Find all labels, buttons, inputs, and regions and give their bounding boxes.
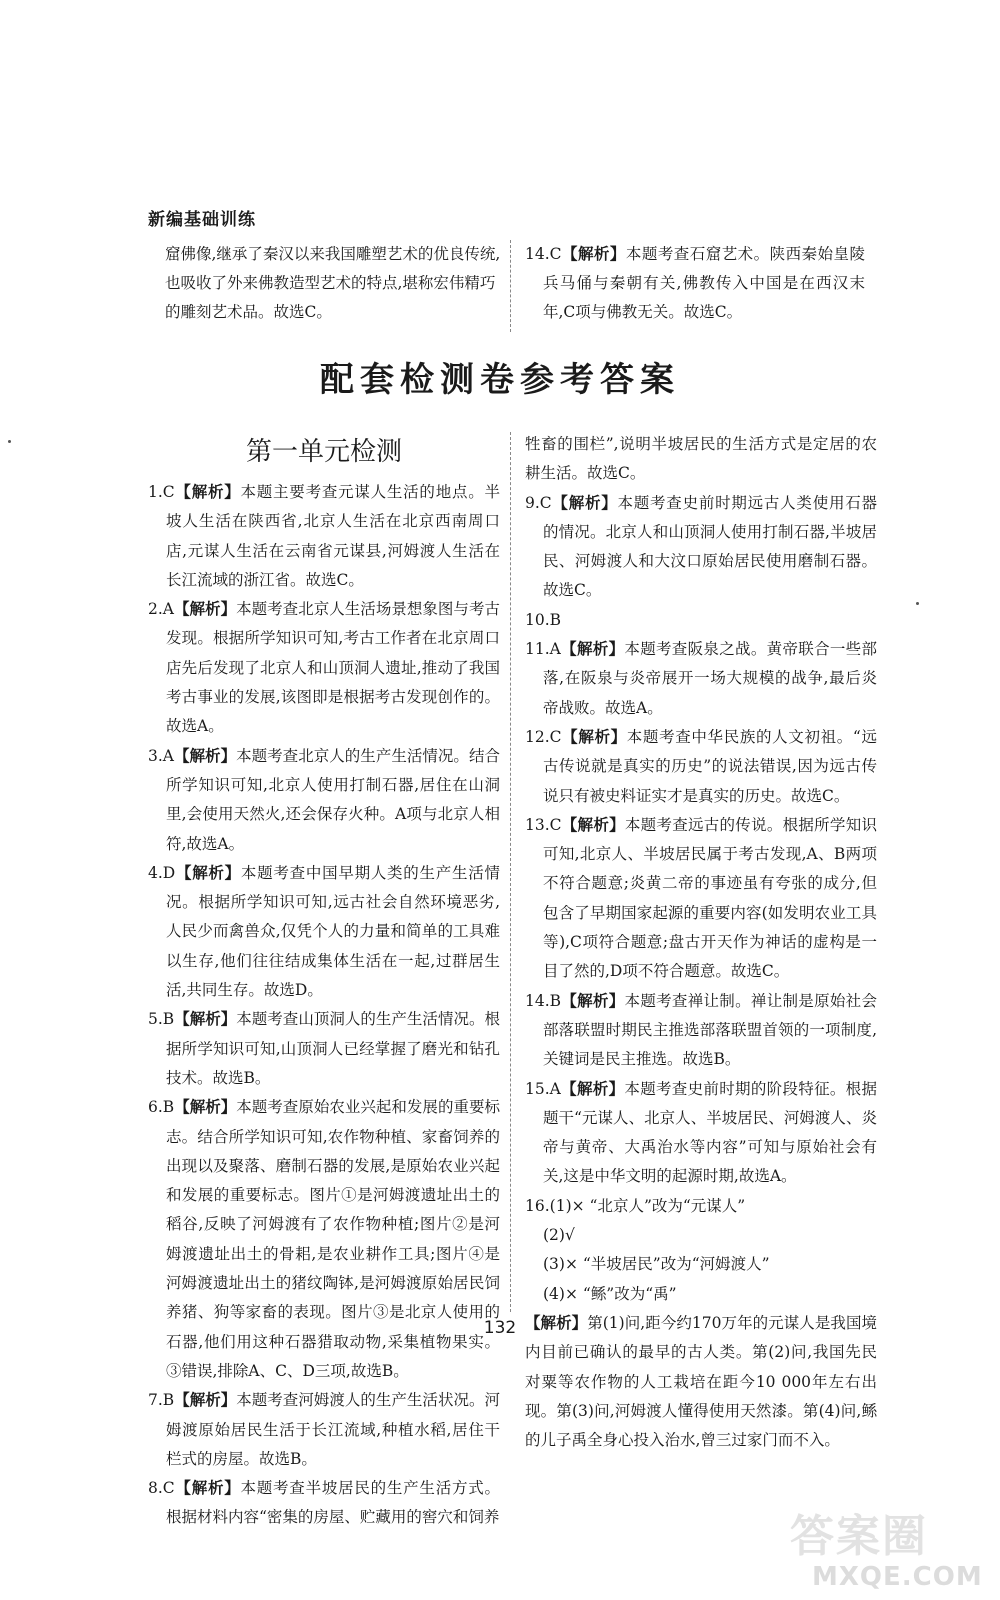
- watermark-text: 答案圈: [790, 1511, 928, 1562]
- analysis-tag: 【解析】: [561, 815, 625, 834]
- answer-item: [525, 635, 877, 723]
- answer-text: 本题考查北京人生活场景想象图与考古发现。根据所学知识可知,考古工作者在北京周口店先后发现了北京人和山顶洞人遗址,推动了我国考古事业的发展,该图即是根据考古发现创作的。故选A。: [166, 600, 500, 736]
- running-head: 新编基础训练: [148, 210, 256, 230]
- answer-number: 1.C: [148, 483, 175, 501]
- scan-speck: [916, 602, 919, 605]
- q16-line: (3)× “半坡居民”改为“河姆渡人”: [543, 1255, 770, 1274]
- answer-number: 12.C: [525, 727, 562, 746]
- answer-text: 本题考查山顶洞人的生产生活情况。根据所学知识可知,山顶洞人已经掌握了磨光和钻孔技术。故选B。: [166, 1010, 500, 1087]
- scan-speck: [8, 440, 11, 443]
- answer-number: 5.B: [148, 1010, 175, 1029]
- watermark-url: MXQE.COM: [812, 1562, 983, 1592]
- answer-text: 本题考查禅让制。禅让制是原始社会部落联盟时期民主推选部落联盟首领的一项制度,关键词是民主推选。故选B。: [543, 991, 877, 1069]
- answer-text: 本题考查原始农业兴起和发展的重要标志。结合所学知识可知,农作物种植、家畜饲养的出现以及聚落、磨制石器的发展,是原始农业兴起和发展的重要标志。图片①是河姆渡遗址出土的稻谷,反映了河姆渡有了农作物种植;图片②是河姆渡遗址出土的骨耜,是农业耕作工具;图片④是河姆渡遗址出土的猪纹陶钵,是河姆渡原始居民饲养猪、狗等家畜的表现。图片③是北京人使用的石器,他们用这种石器猎取动物,采集植物果实。③错误,排除A、C、D三项,故选B。: [166, 1098, 500, 1380]
- answer-text: 本题考查史前时期的阶段特征。根据题干“元谋人、北京人、半坡居民、河姆渡人、炎帝与黄帝、大禹治水等内容”可知与原始社会有关,这是中华文明的起源时期,故选A。: [543, 1079, 877, 1186]
- answer-item: [525, 1075, 877, 1192]
- left-column: [148, 430, 500, 1533]
- answer-number: 9.C: [525, 493, 552, 512]
- answer-number: 2.A: [148, 600, 174, 619]
- page-number: 132: [483, 1318, 517, 1338]
- answer-number: 13.C: [525, 815, 562, 834]
- answer-number: 14.B: [525, 991, 562, 1010]
- analysis-tag: 【解析】: [175, 863, 241, 882]
- analysis-tag: 【解析】: [174, 1391, 237, 1410]
- answer-text: 本题考查中华民族的人文初祖。“远古传说就是真实的历史”的说法错误,因为远古传说只有被史料证实才是真实的历史。故选C。: [543, 727, 877, 805]
- analysis-tag: 【解析】: [551, 493, 618, 512]
- analysis-tag: 【解析】: [561, 727, 627, 746]
- answer-number: 6.B: [148, 1098, 175, 1117]
- answer-text: 本题考查史前时期远古人类使用石器的情况。北京人和山顶洞人使用打制石器,半坡居民、河姆渡人和大汶口原始居民使用磨制石器。故选C。: [543, 493, 877, 600]
- main-column-divider: [510, 432, 511, 1312]
- answer-item: [525, 489, 877, 606]
- analysis-tag: 【解析】: [173, 746, 237, 765]
- top-left-continuation: 窟佛像,继承了秦汉以来我国雕塑艺术的优良传统,也吸收了外来佛教造型艺术的特点,堪称宏伟精巧的雕刻艺术品。故选C。: [165, 245, 501, 321]
- answer-item: [148, 859, 500, 1005]
- answer-text: 本题考查北京人的生产生活情况。结合所学知识可知,北京人使用打制石器,居住在山洞里,会使用天然火,还会保存火种。A项与北京人相符,故选A。: [166, 746, 500, 853]
- answer-text: 第(1)问,距今约170万年的元谋人是我国境内目前已确认的最早的古人类。第(2)问,我国先民对粟等农作物的人工栽培在距今10 000年左右出现。第(3)问,河姆渡人懂得使用天然漆。第(4)问,鲧的儿子禹全身心投入治水,曾三过家门而不入。: [525, 1313, 877, 1450]
- analysis-tag: 【解析】: [174, 1098, 237, 1117]
- answer-number: 15.A: [525, 1079, 561, 1098]
- right-answer-list: [525, 489, 877, 1192]
- answer-item: [148, 1005, 500, 1093]
- analysis-tag: 【解析】: [174, 1010, 237, 1029]
- answer-number: 4.D: [148, 863, 176, 882]
- right-column: [525, 430, 877, 1455]
- left-answer-list: [148, 478, 500, 1533]
- unit-title: 第一单元检测: [245, 437, 402, 467]
- q16-line: (1)× “北京人”改为“元谋人”: [549, 1196, 746, 1215]
- answer-item: [525, 723, 877, 811]
- answer-text: 本题考查阪泉之战。黄帝联合一些部落,在阪泉与炎帝展开一场大规模的战争,最后炎帝战败。故选A。: [543, 640, 877, 717]
- answer-number: 11.A: [525, 640, 561, 659]
- answer-item: [148, 1474, 500, 1533]
- answer-item: [148, 595, 500, 741]
- answer-number: 8.C: [148, 1479, 175, 1498]
- analysis-tag: 【解析】: [525, 1313, 588, 1332]
- answer-item: [148, 1386, 500, 1474]
- q16-line: (2)√: [543, 1226, 575, 1245]
- answer-text: 本题主要考查元谋人生活的地点。半坡人生活在陕西省,北京人生活在北京西南周口店,元谋人生活在云南省元谋县,河姆渡人生活在长江流域的浙江省。故选C。: [166, 483, 500, 589]
- q16-line: (4)× “鲧”改为“禹”: [543, 1284, 677, 1303]
- answer-item: [525, 987, 877, 1075]
- answer-item: [525, 606, 877, 635]
- answer-number: 3.A: [148, 746, 174, 765]
- answer-text: 本题考查中国早期人类的生产生活情况。根据所学知识可知,远古社会自然环境恶劣,人民少而禽兽众,仅凭个人的力量和简单的工具难以生存,他们往往结成集体生活在一起,过群居生活,共同生存。故选D。: [166, 863, 500, 1000]
- answer-item: [148, 742, 500, 859]
- answer-number: 14.C: [525, 245, 562, 263]
- top-column-divider: [510, 240, 511, 332]
- answer-text: 本题考查河姆渡人的生产生活状况。河姆渡原始居民生活于长江流域,种植水稻,居住干栏式的房屋。故选B。: [166, 1391, 500, 1468]
- answer-text: 本题考查远古的传说。根据所学知识可知,北京人、半坡居民属于考古发现,A、B两项不符合题意;炎黄二帝的事迹虽有夸张的成分,但包含了早期国家起源的重要内容(如发明农业工具等),C项符合题意;盘古开天作为神话的虚构是一目了然的,D项不符合题意。故选C。: [543, 815, 877, 981]
- answer-item: [148, 478, 500, 595]
- answer-item: [148, 1093, 500, 1386]
- analysis-tag: 【解析】: [561, 245, 626, 263]
- top-right-answer: [525, 240, 865, 327]
- answer-text: 本题考查石窟艺术。陕西秦始皇陵兵马俑与秦朝有关,佛教传入中国是在西汉末年,C项与佛教无关。故选C。: [543, 245, 865, 321]
- section-title: 配套检测卷参考答案: [320, 360, 680, 400]
- analysis-tag: 【解析】: [174, 1479, 241, 1498]
- answer-number: 10.B: [525, 610, 562, 629]
- answer-text: 本题考查半坡居民的生产生活方式。根据材料内容“密集的房屋、贮藏用的窖穴和饲养: [166, 1479, 500, 1527]
- answer-number: 16.: [525, 1196, 550, 1215]
- analysis-tag: 【解析】: [174, 483, 241, 501]
- answer-item: [525, 811, 877, 987]
- analysis-tag: 【解析】: [560, 640, 625, 659]
- analysis-tag: 【解析】: [560, 1079, 625, 1098]
- analysis-tag: 【解析】: [561, 991, 625, 1010]
- answer-number: 7.B: [148, 1391, 175, 1410]
- right-continuation: 牲畜的围栏”,说明半坡居民的生活方式是定居的农耕生活。故选C。: [525, 435, 877, 483]
- analysis-tag: 【解析】: [173, 600, 237, 619]
- watermark-logo: [790, 1500, 983, 1595]
